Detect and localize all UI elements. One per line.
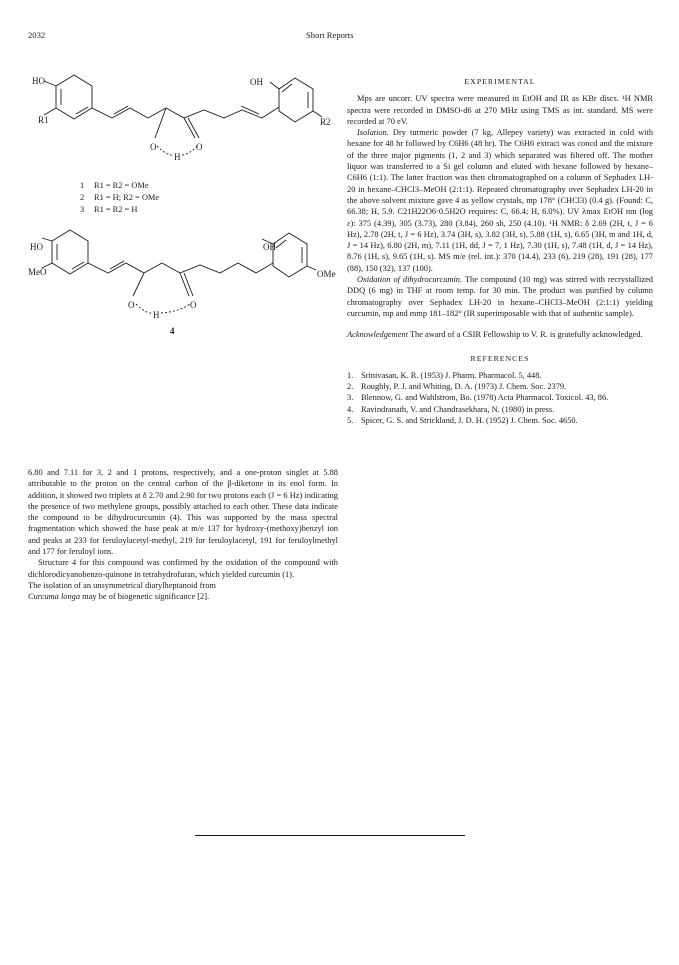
reference-text: Roughly, P. J. and Whiting, D. A. (1973) J. Chem. Soc. 2379. xyxy=(361,382,567,392)
label-o-left-lower: O xyxy=(128,300,135,310)
label-h-upper: H xyxy=(174,152,181,162)
reference-item xyxy=(347,415,653,426)
reference-text: Srinivasan, K. R. (1953) J. Pharm. Pharmacol. 5, 448. xyxy=(361,370,542,380)
left-paragraph-3 xyxy=(28,580,338,603)
label-r1: R1 xyxy=(38,115,49,125)
reference-item xyxy=(347,404,653,415)
reference-item xyxy=(347,392,653,403)
reference-number: 4. xyxy=(347,404,354,414)
left-p3-tail: may be of biogenetic significance [2]. xyxy=(82,592,210,602)
label-ho-upper: HO xyxy=(32,76,45,86)
key-text-3: R1 = R2 = H xyxy=(94,205,138,214)
reference-text: Ravindranath, V. and Chandrasekhara, N. (1980) in press. xyxy=(361,404,555,414)
acknowledgement-paragraph xyxy=(347,329,653,340)
key-text-2: R1 = H; R2 = OMe xyxy=(94,193,160,202)
reference-number: 1. xyxy=(347,370,354,380)
running-head: Short Reports xyxy=(306,30,354,40)
references-heading: REFERENCES xyxy=(470,353,530,363)
reference-number: 3. xyxy=(347,393,354,403)
reference-text: Spicer, G. S. and Strickland, J. D. H. (1952) J. Chem. Soc. 4650. xyxy=(361,416,578,426)
page-number: 2032 xyxy=(28,30,46,40)
oxidation-text: The compound (10 mg) was stirred with recrystallized DDQ (6 mg) in THF at room temp. for 30 min. The product was purified by column chromatography over Sephadex LH-20 in hexane–CHCl3–MeOH (2:1:1) yielding curcumin, mp and mmp 181–182° (IR superimposable with that of authentic sample). xyxy=(347,275,653,318)
compound-number-4: 4 xyxy=(170,326,175,336)
label-h-lower: H xyxy=(153,310,160,320)
key-num-3: 3 xyxy=(80,205,85,214)
label-oh-upper: OH xyxy=(250,77,263,87)
isolation-text: Dry turmeric powder (7 kg, Allepey variety) was extracted in cold with hexane for 48 hr followed by C6H6 (48 hr). The C6H6 extract was concd and the mixture of the three major pigments (1, 2 and 3) which separated was filtered off. The mother liquor was transferred to a Si gel column and eluted with hexane followed by hexane–C6H6 (1:1). The latter fraction was then chromatographed on a column of Sephadex LH-20 in hexane–CHCl3–MeOH (2:1:1). Repeated chromatography over Sephadex LH-20 in the above solvent mixture gave 4 as yellow crystals, mp 178° (CHCl3) (0.4 g). (Found: C, 66.38; H, 5.9. C21H22O6·0.5H2O requires: C, 66.4; H, 6.0%). UV λmax EtOH nm (log ε): 375 (4.39), 305 (3.73), 280 (3.84), 260 sh, 250 (4.10). ¹H NMR: δ 2.69 (2H, t, J = 6 Hz), 2.78 (2H, t, J = 6 Hz), 3.74 (3H, s), 3.82 (3H, s), 5.88 (1H, s), 6.65 (3H, m and 1H, d, J = 14 Hz), 6.80 (2H, m), 7.11 (1H, dd, J = 7, 1 Hz), 7.30 (1H, s), 7.48 (1H, d, J = 14 Hz), 8.76 (1H, s), 9.65 (1H, s). MS m/e (rel. int.): 370 (14.4), 233 (6), 219 (28), 191 (28), 177 (88), 150 (32), 137 (100). xyxy=(347,128,654,273)
isolation-label: Isolation. xyxy=(357,128,389,138)
end-rule xyxy=(195,835,465,836)
experimental-intro: Mps are uncorr. UV spectra were measured in EtOH and IR as KBr discs. ¹H NMR spectra were recorded in DMSO-d6 at 270 MHz using TMS as int. standard. MS were recorded at 70 eV. xyxy=(347,94,653,126)
reference-list xyxy=(347,370,653,426)
isolation-paragraph xyxy=(347,127,653,274)
key-text-1: R1 = R2 = OMe xyxy=(94,181,149,190)
acknowledgement-label: Acknowledgement xyxy=(347,330,408,340)
chemical-structures-figure xyxy=(28,70,336,460)
label-ho-lower: HO xyxy=(30,242,43,252)
compound-key xyxy=(80,181,159,214)
reference-item xyxy=(347,381,653,392)
label-ome: OMe xyxy=(317,269,336,279)
label-meo: MeO xyxy=(28,267,47,277)
key-num-2: 2 xyxy=(80,193,85,202)
structure-upper xyxy=(44,75,322,155)
reference-text: Blennow, G. and Wahlstrom, Bo. (1978) Acta Pharmacol. Toxicol. 43, 86. xyxy=(361,393,609,403)
label-o-right-lower: O xyxy=(190,300,197,310)
oxidation-label: Oxidation of dihydrocurcumin. xyxy=(357,275,463,285)
acknowledgement-text: The award of a CSIR Fellowship to V. R. is gratefully acknowledged. xyxy=(409,330,643,340)
label-oh-lower: OH xyxy=(263,242,276,252)
left-column xyxy=(28,467,338,603)
key-num-1: 1 xyxy=(80,181,85,190)
left-paragraph-1: 6.80 and 7.11 for 3, 2 and 1 protons, respectively, and a one-proton singlet at 5.88 attributable to the proton on the central carbon of the β-diketone in its enol form. In addition, it showed two triplets at δ 2.70 and 2.90 for two protons each (J = 6 Hz) indicating the presence of two methylene groups, possibly attached to each other. These data indicate the compound to be dihydrocurcumin (4). This was supported by the mass spectral fragmentation which showed the base peak at m/e 137 for hydroxy-(methoxy)benzyl ion and peaks at 233 for feruloylacetyl-methyl, 219 for feruloylacetyl, 191 for feruloylmethyl and 177 for feruloyl ions. xyxy=(28,468,338,557)
reference-number: 5. xyxy=(347,416,354,426)
left-paragraph-2: Structure 4 for this compound was confirmed by the oxidation of the compound with dichlorodicyanobenzo-quinone in tetrahydrofuran, which yielded curcumin (1). xyxy=(28,558,338,579)
left-p3-text: The isolation of an unsymmetrical diarylheptanoid from xyxy=(28,580,216,590)
species-name: Curcuma longa xyxy=(28,592,81,602)
right-column xyxy=(347,72,653,426)
label-r2: R2 xyxy=(320,117,331,127)
label-o-left-upper: O xyxy=(150,142,157,152)
reference-item xyxy=(347,370,653,381)
oxidation-paragraph xyxy=(347,274,653,319)
experimental-heading: EXPERIMENTAL xyxy=(464,77,536,86)
label-o-right-upper: O xyxy=(196,142,203,152)
reference-number: 2. xyxy=(347,382,354,392)
